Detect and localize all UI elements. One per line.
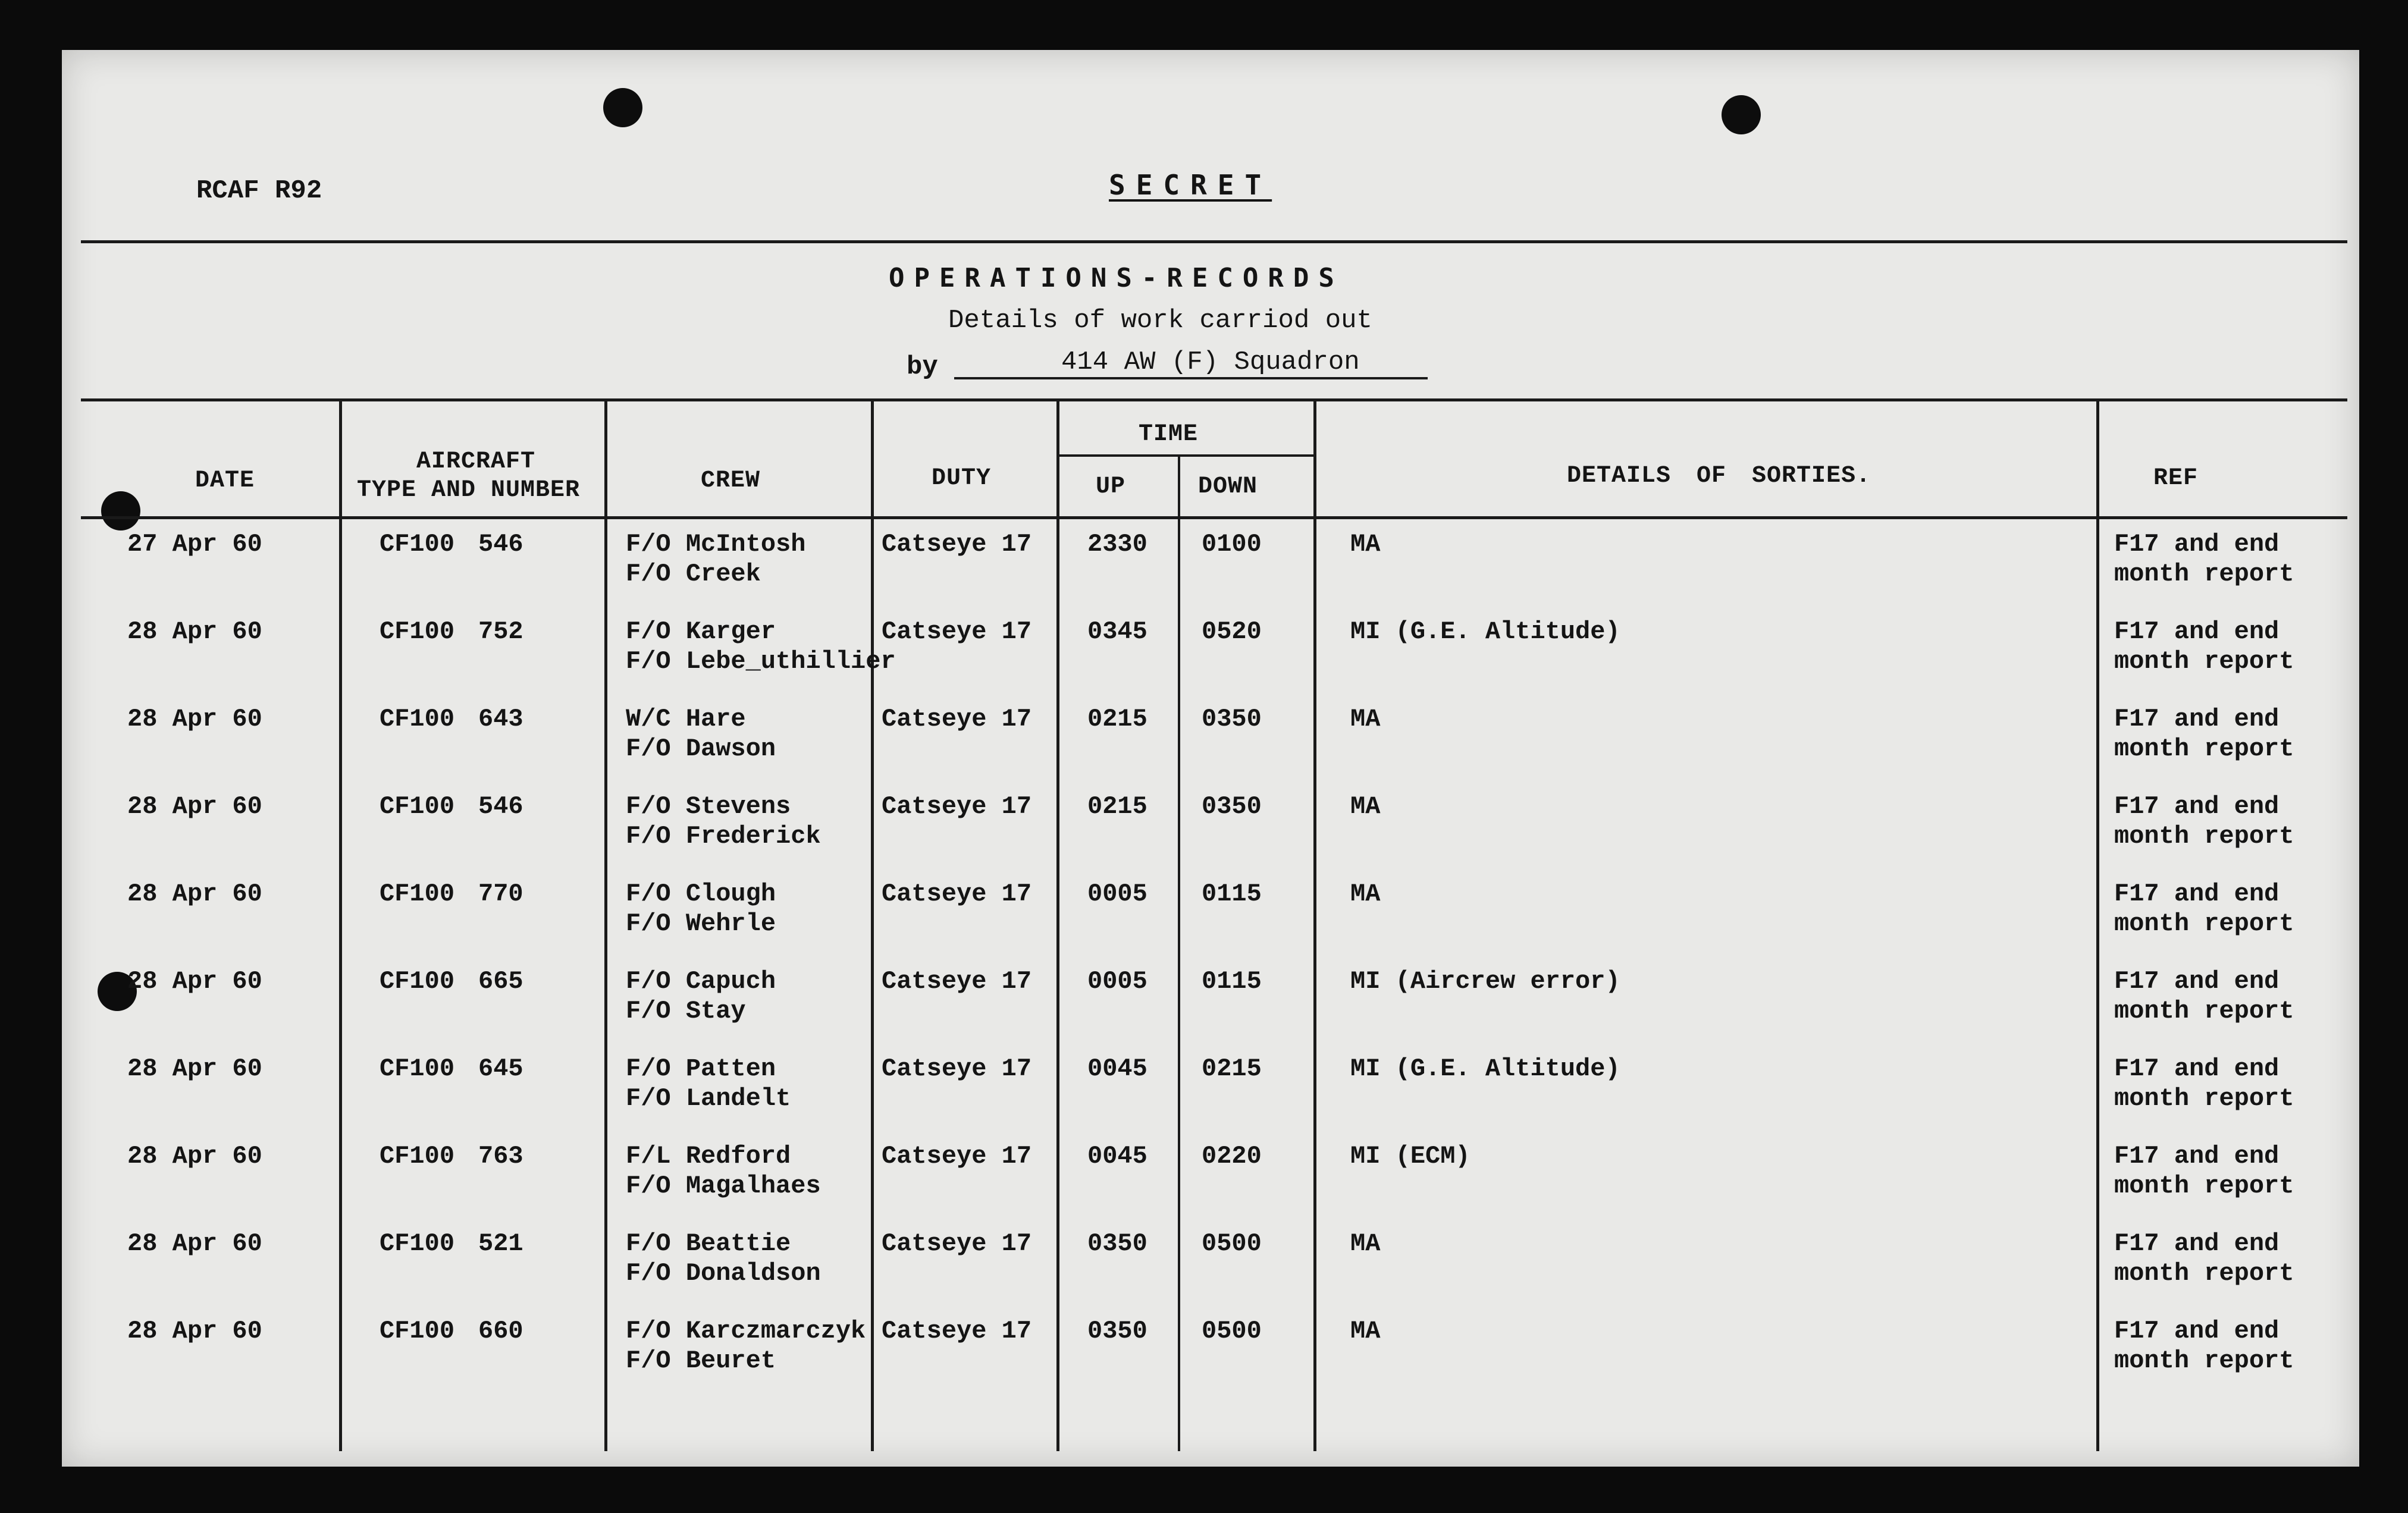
ref-line-1: F17 and end [2114, 617, 2280, 646]
time-up-cell: 2330 [1087, 530, 1147, 558]
ref-line-2: month report [2114, 822, 2294, 850]
ref-cell [2114, 1141, 2294, 1201]
crew-cell [626, 529, 805, 589]
ref-cell [2114, 1316, 2294, 1376]
unit-name: 414 AW (F) Squadron [1061, 347, 1360, 377]
ref-line-1: F17 and end [2114, 530, 2280, 558]
details-cell: MA [1350, 1317, 1381, 1345]
ref-cell [2114, 1054, 2294, 1113]
crew-member-pilot: F/O Clough [626, 880, 776, 908]
ref-cell [2114, 966, 2294, 1026]
duty-cell: Catseye 17 [882, 1229, 1032, 1258]
aircraft-type-cell: CF100 [380, 617, 455, 646]
column-divider [339, 398, 342, 1451]
ref-cell [2114, 792, 2294, 851]
aircraft-type-cell: CF100 [380, 530, 455, 558]
details-cell: MI (Aircrew error) [1350, 967, 1620, 996]
header-rule [81, 240, 2347, 243]
ref-line-1: F17 and end [2114, 705, 2280, 733]
date-cell: 28 Apr 60 [127, 1054, 262, 1083]
crew-cell [626, 1316, 866, 1376]
page-title: OPERATIONS-RECORDS [889, 263, 1344, 293]
aircraft-type-cell: CF100 [380, 792, 455, 821]
crew-member-pilot: F/O Stevens [626, 792, 791, 821]
column-divider [604, 398, 607, 1451]
time-down-cell: 0215 [1202, 1054, 1262, 1083]
ref-cell [2114, 879, 2294, 938]
page-subtitle: Details of work carriod out [948, 306, 1372, 335]
time-down-cell: 0500 [1202, 1317, 1262, 1345]
column-header-aircraft-type: TYPE AND NUMBER [357, 477, 581, 504]
details-cell: MA [1350, 792, 1381, 821]
details-cell: MA [1350, 705, 1381, 733]
time-up-cell: 0045 [1087, 1054, 1147, 1083]
ref-line-1: F17 and end [2114, 1054, 2280, 1083]
aircraft-type-cell: CF100 [380, 1229, 455, 1258]
ref-cell [2114, 1229, 2294, 1288]
punch-hole-top-left [603, 88, 642, 127]
column-divider [1056, 398, 1059, 1451]
ref-line-1: F17 and end [2114, 880, 2280, 908]
crew-member-pilot: F/O McIntosh [626, 530, 806, 558]
aircraft-number-cell: 521 [478, 1229, 523, 1258]
column-divider [1313, 398, 1316, 1451]
duty-cell: Catseye 17 [882, 1317, 1032, 1345]
aircraft-type-cell: CF100 [380, 880, 455, 908]
aircraft-number-cell: 643 [478, 705, 523, 733]
date-cell: 27 Apr 60 [127, 530, 262, 558]
time-up-cell: 0215 [1087, 792, 1147, 821]
crew-member-pilot: F/O Beattie [626, 1229, 791, 1258]
details-cell: MA [1350, 1229, 1381, 1258]
document-sheet [62, 50, 2359, 1467]
crew-cell [626, 617, 896, 676]
time-down-cell: 0350 [1202, 792, 1262, 821]
time-up-cell: 0350 [1087, 1229, 1147, 1258]
details-cell: MA [1350, 880, 1381, 908]
time-down-cell: 0350 [1202, 705, 1262, 733]
column-header-aircraft: AIRCRAFT [416, 448, 536, 475]
ref-line-2: month report [2114, 997, 2294, 1025]
column-header-down: DOWN [1198, 473, 1258, 500]
crew-member-navigator: F/O Lebe_uthillier [626, 647, 896, 676]
unit-underline [954, 377, 1428, 379]
crew-cell [626, 704, 776, 764]
time-down-cell: 0520 [1202, 617, 1262, 646]
ref-line-2: month report [2114, 1172, 2294, 1200]
crew-member-pilot: F/L Redford [626, 1142, 791, 1170]
details-cell: MA [1350, 530, 1381, 558]
ref-line-2: month report [2114, 1346, 2294, 1375]
details-cell: MI (G.E. Altitude) [1350, 1054, 1620, 1083]
ref-line-1: F17 and end [2114, 1142, 2280, 1170]
ref-line-2: month report [2114, 647, 2294, 676]
column-divider [2096, 398, 2099, 1451]
time-down-cell: 0115 [1202, 880, 1262, 908]
crew-member-pilot: F/O Karczmarczyk [626, 1317, 866, 1345]
crew-member-pilot: F/O Karger [626, 617, 776, 646]
crew-member-navigator: F/O Dawson [626, 734, 776, 763]
crew-cell [626, 792, 821, 851]
ref-line-2: month report [2114, 1084, 2294, 1113]
date-cell: 28 Apr 60 [127, 1229, 262, 1258]
table-header-bottom-rule [81, 516, 2347, 519]
duty-cell: Catseye 17 [882, 617, 1032, 646]
crew-member-pilot: F/O Capuch [626, 967, 776, 996]
crew-member-navigator: F/O Donaldson [626, 1259, 821, 1288]
aircraft-number-cell: 660 [478, 1317, 523, 1345]
ref-cell [2114, 617, 2294, 676]
crew-member-navigator: F/O Stay [626, 997, 746, 1025]
crew-cell [626, 1054, 791, 1113]
ref-line-1: F17 and end [2114, 967, 2280, 996]
time-up-cell: 0345 [1087, 617, 1147, 646]
aircraft-number-cell: 546 [478, 792, 523, 821]
by-label: by [907, 352, 938, 382]
ref-cell [2114, 704, 2294, 764]
time-up-cell: 0045 [1087, 1142, 1147, 1170]
column-header-crew: CREW [701, 467, 761, 494]
aircraft-type-cell: CF100 [380, 1142, 455, 1170]
date-cell: 28 Apr 60 [127, 1142, 262, 1170]
time-up-cell: 0350 [1087, 1317, 1147, 1345]
crew-member-pilot: F/O Patten [626, 1054, 776, 1083]
column-divider [1178, 454, 1180, 1451]
time-up-cell: 0005 [1087, 967, 1147, 996]
time-subheader-rule [1056, 454, 1313, 457]
column-header-time: TIME [1139, 421, 1199, 448]
crew-cell [626, 1141, 821, 1201]
time-down-cell: 0100 [1202, 530, 1262, 558]
details-cell: MI (ECM) [1350, 1142, 1470, 1170]
duty-cell: Catseye 17 [882, 792, 1032, 821]
aircraft-number-cell: 770 [478, 880, 523, 908]
duty-cell: Catseye 17 [882, 1054, 1032, 1083]
punch-hole-left-upper [101, 491, 140, 531]
ref-line-2: month report [2114, 1259, 2294, 1288]
ref-line-1: F17 and end [2114, 1229, 2280, 1258]
ref-line-2: month report [2114, 734, 2294, 763]
column-header-up: UP [1096, 473, 1126, 500]
crew-cell [626, 966, 776, 1026]
details-cell: MI (G.E. Altitude) [1350, 617, 1620, 646]
date-cell: 28 Apr 60 [127, 1317, 262, 1345]
column-header-ref: REF [2153, 465, 2199, 492]
ref-line-1: F17 and end [2114, 1317, 2280, 1345]
time-down-cell: 0220 [1202, 1142, 1262, 1170]
crew-cell [626, 1229, 821, 1288]
crew-member-navigator: F/O Magalhaes [626, 1172, 821, 1200]
aircraft-type-cell: CF100 [380, 705, 455, 733]
time-down-cell: 0500 [1202, 1229, 1262, 1258]
crew-cell [626, 879, 776, 938]
time-down-cell: 0115 [1202, 967, 1262, 996]
date-cell: 28 Apr 60 [127, 792, 262, 821]
crew-member-navigator: F/O Creek [626, 560, 761, 588]
aircraft-number-cell: 645 [478, 1054, 523, 1083]
duty-cell: Catseye 17 [882, 967, 1032, 996]
column-header-date: DATE [195, 467, 255, 494]
date-cell: 28 Apr 60 [127, 617, 262, 646]
ref-line-2: month report [2114, 909, 2294, 938]
aircraft-number-cell: 546 [478, 530, 523, 558]
punch-hole-top-right [1722, 95, 1761, 134]
column-header-details: DETAILS OF SORTIES. [1567, 463, 1871, 489]
date-cell: 28 Apr 60 [127, 705, 262, 733]
column-header-duty: DUTY [932, 465, 992, 492]
ref-cell [2114, 529, 2294, 589]
duty-cell: Catseye 17 [882, 880, 1032, 908]
crew-member-navigator: F/O Wehrle [626, 909, 776, 938]
crew-member-navigator: F/O Beuret [626, 1346, 776, 1375]
date-cell: 28 Apr 60 [127, 880, 262, 908]
aircraft-type-cell: CF100 [380, 1054, 455, 1083]
ref-line-2: month report [2114, 560, 2294, 588]
time-up-cell: 0005 [1087, 880, 1147, 908]
crew-member-navigator: F/O Frederick [626, 822, 821, 850]
duty-cell: Catseye 17 [882, 530, 1032, 558]
aircraft-type-cell: CF100 [380, 967, 455, 996]
aircraft-number-cell: 763 [478, 1142, 523, 1170]
table-top-rule [81, 398, 2347, 401]
aircraft-number-cell: 752 [478, 617, 523, 646]
form-id: RCAF R92 [196, 176, 322, 206]
ref-line-1: F17 and end [2114, 792, 2280, 821]
classification: SECRET [1109, 169, 1272, 201]
aircraft-type-cell: CF100 [380, 1317, 455, 1345]
duty-cell: Catseye 17 [882, 1142, 1032, 1170]
aircraft-number-cell: 665 [478, 967, 523, 996]
crew-member-navigator: F/O Landelt [626, 1084, 791, 1113]
duty-cell: Catseye 17 [882, 705, 1032, 733]
time-up-cell: 0215 [1087, 705, 1147, 733]
date-cell: 28 Apr 60 [127, 967, 262, 996]
column-divider [871, 398, 874, 1451]
crew-member-pilot: W/C Hare [626, 705, 746, 733]
